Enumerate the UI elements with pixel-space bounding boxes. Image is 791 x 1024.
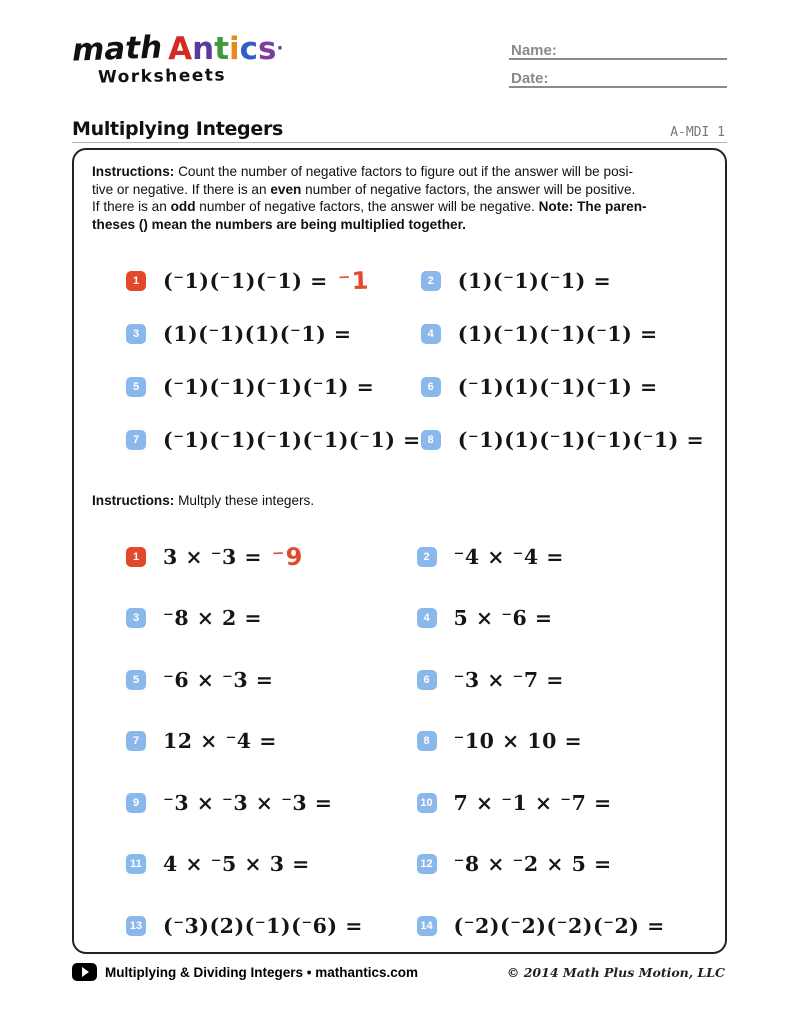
problem-expression: 7 × ⁻1 × ⁻7 =	[453, 790, 612, 815]
problem-5	[126, 360, 421, 413]
problem-9	[126, 772, 417, 834]
logo-trademark-dot: ·	[276, 38, 284, 59]
logo-letter: c	[239, 31, 259, 67]
problem-expression: (1)(⁻1)(1)(⁻1) =	[163, 321, 352, 346]
name-date-block	[509, 42, 727, 98]
name-label: Name:	[511, 42, 557, 59]
problem-number-badge: 9	[126, 793, 146, 813]
instruction-line: If there is an odd number of negative factors, the answer will be negative. Note: The paren-	[92, 199, 647, 215]
problem-expression: (⁻1)(⁻1)(⁻1) =	[163, 268, 328, 293]
worksheet-code: A-MDI 1	[670, 125, 725, 140]
footer-copyright: © 2014 Math Plus Motion, LLC	[506, 964, 725, 980]
problem-number-badge: 1	[126, 271, 146, 291]
problem-number-badge: 14	[417, 916, 437, 936]
instructions-section-1	[92, 163, 707, 233]
problem-expression: ⁻8 × 2 =	[163, 606, 263, 631]
date-label: Date:	[511, 70, 549, 87]
problem-number-badge: 10	[417, 793, 437, 813]
problem-8	[417, 710, 708, 772]
page-footer	[72, 963, 727, 981]
problem-7	[126, 413, 421, 466]
problem-3	[126, 587, 417, 649]
worksheet-body-box	[72, 148, 727, 954]
problem-expression: ⁻6 × ⁻3 =	[163, 667, 274, 692]
logo-subtitle: Worksheets	[97, 65, 227, 88]
problem-number-badge: 2	[421, 271, 441, 291]
problem-number-badge: 7	[126, 731, 146, 751]
problem-1	[126, 254, 421, 307]
problem-expression: (⁻1)(⁻1)(⁻1)(⁻1)(⁻1) =	[163, 427, 421, 452]
problem-answer: ⁻1	[337, 266, 370, 296]
problem-10	[417, 772, 708, 834]
problem-14	[417, 895, 708, 957]
problem-grid-2	[92, 526, 707, 957]
problem-number-badge: 4	[417, 608, 437, 628]
instruction-line: tive or negative. If there is an even number of negative factors, the answer will be positive.	[92, 181, 636, 197]
problem-12	[417, 833, 708, 895]
problem-expression: 4 × ⁻5 × 3 =	[163, 852, 310, 877]
problem-number-badge: 5	[126, 377, 146, 397]
problem-number-badge: 1	[126, 547, 146, 567]
problem-number-badge: 2	[417, 547, 437, 567]
problem-expression: (1)(⁻1)(⁻1) =	[457, 268, 612, 293]
math-antics-logo	[71, 29, 284, 88]
logo-word-antics	[168, 31, 276, 67]
problem-5	[126, 649, 417, 711]
title-divider	[72, 142, 727, 143]
page-header	[71, 29, 727, 112]
problem-expression: (⁻3)(2)(⁻1)(⁻6) =	[163, 913, 363, 938]
logo-letter: s	[258, 31, 277, 67]
problem-number-badge: 13	[126, 916, 146, 936]
problem-7	[126, 710, 417, 772]
problem-expression: ⁻10 × 10 =	[453, 729, 583, 754]
problem-expression: 12 × ⁻4 =	[163, 729, 277, 754]
play-icon	[72, 963, 97, 981]
problem-grid-1	[92, 254, 707, 466]
problem-4	[421, 307, 707, 360]
problem-13	[126, 895, 417, 957]
problem-expression: (⁻1)(1)(⁻1)(⁻1)(⁻1) =	[457, 427, 705, 452]
problem-number-badge: 8	[417, 731, 437, 751]
logo-word-math: math	[71, 29, 163, 69]
instructions-section-2	[92, 492, 707, 510]
instruction-line: Instructions: Count the number of negative factors to figure out if the answer will be posi-	[92, 164, 633, 179]
problem-6	[421, 360, 707, 413]
footer-left	[72, 963, 418, 981]
problem-number-badge: 11	[126, 854, 146, 874]
play-triangle-icon	[82, 967, 89, 977]
logo-letter: A	[168, 31, 193, 67]
problem-expression: (⁻2)(⁻2)(⁻2)(⁻2) =	[453, 913, 665, 938]
problem-expression: ⁻3 × ⁻7 =	[453, 667, 564, 692]
logo-wordmark	[71, 29, 284, 69]
problem-6	[417, 649, 708, 711]
problem-expression: ⁻4 × ⁻4 =	[453, 544, 564, 569]
footer-title: Multiplying & Dividing Integers • mathantics.com	[105, 964, 419, 980]
problem-number-badge: 6	[421, 377, 441, 397]
page-title: Multiplying Integers	[72, 118, 284, 140]
problem-8	[421, 413, 707, 466]
name-field	[509, 42, 727, 60]
problem-1	[126, 526, 417, 588]
problem-11	[126, 833, 417, 895]
problem-expression: (1)(⁻1)(⁻1)(⁻1) =	[457, 321, 658, 346]
instruction-line: Instructions: Multply these integers.	[92, 493, 315, 509]
problem-number-badge: 4	[421, 324, 441, 344]
problem-number-badge: 3	[126, 608, 146, 628]
logo-letter: n	[192, 31, 215, 67]
instruction-line: theses () mean the numbers are being multiplied together.	[92, 216, 466, 232]
problem-2	[417, 526, 708, 588]
logo-letter: t	[214, 31, 230, 67]
problem-expression: 5 × ⁻6 =	[453, 606, 553, 631]
problem-number-badge: 6	[417, 670, 437, 690]
problem-number-badge: 5	[126, 670, 146, 690]
problem-number-badge: 3	[126, 324, 146, 344]
date-field	[509, 70, 727, 88]
problem-expression: ⁻8 × ⁻2 × 5 =	[453, 852, 612, 877]
title-row	[72, 118, 727, 140]
problem-number-badge: 7	[126, 430, 146, 450]
problem-number-badge: 8	[421, 430, 441, 450]
problem-4	[417, 587, 708, 649]
problem-2	[421, 254, 707, 307]
logo-letter: i	[229, 31, 240, 67]
problem-expression: (⁻1)(1)(⁻1)(⁻1) =	[457, 374, 658, 399]
problem-expression: ⁻3 × ⁻3 × ⁻3 =	[163, 790, 333, 815]
problem-expression: (⁻1)(⁻1)(⁻1)(⁻1) =	[163, 374, 375, 399]
problem-3	[126, 307, 421, 360]
problem-answer: ⁻9	[271, 542, 304, 572]
problem-number-badge: 12	[417, 854, 437, 874]
problem-expression: 3 × ⁻3 =	[163, 544, 263, 569]
